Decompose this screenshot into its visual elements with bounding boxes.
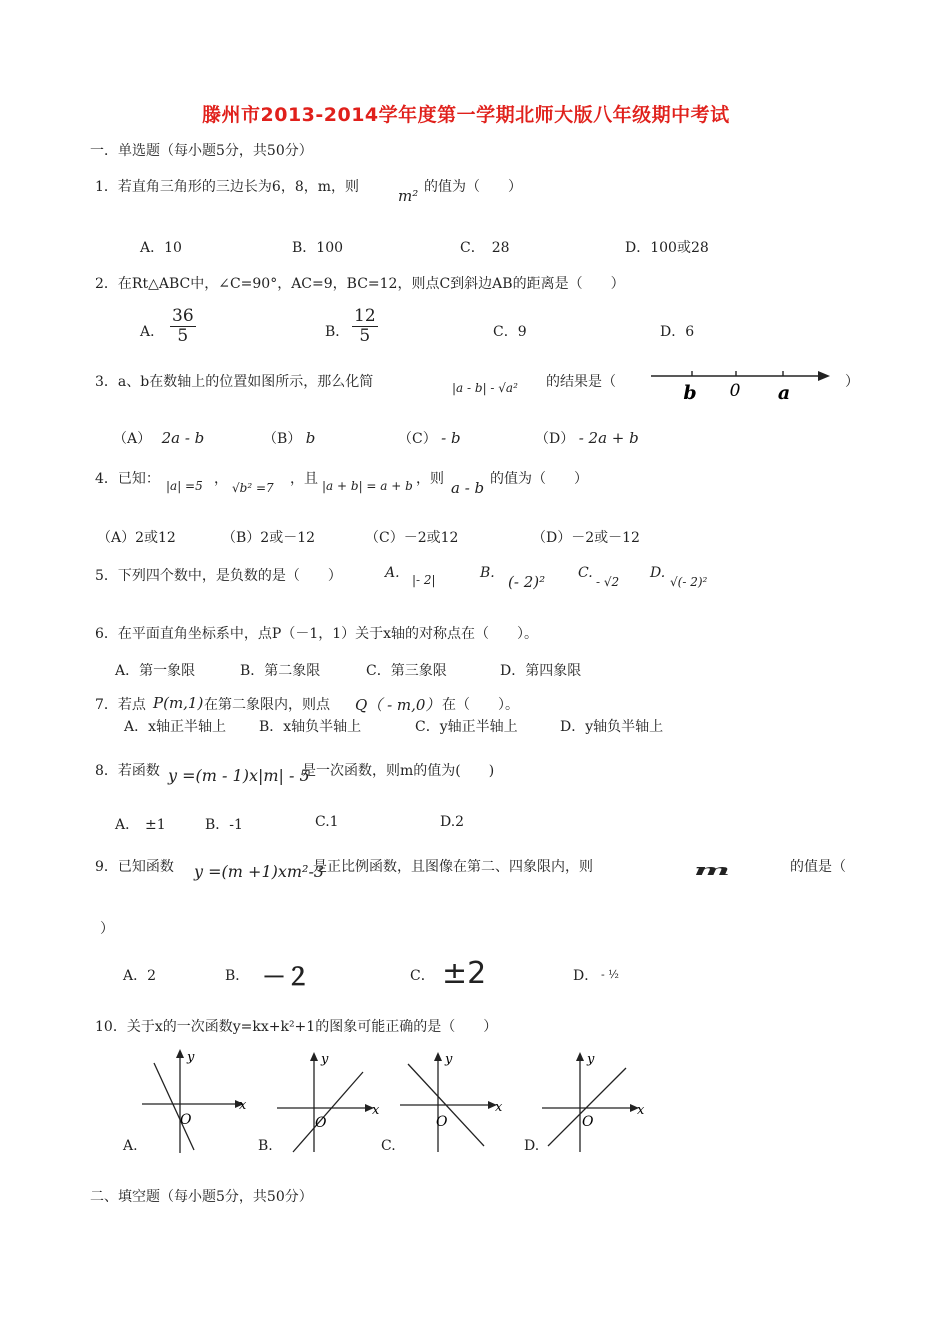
q4-option-a[interactable]: （A）2或12 bbox=[97, 530, 176, 546]
q4-sep-1: ， bbox=[214, 471, 228, 487]
q10-label-a[interactable]: A. bbox=[123, 1138, 138, 1154]
q10-graph-c bbox=[398, 1048, 513, 1153]
q7-stem-c: 在（ ）。 bbox=[442, 697, 519, 713]
q3-option-c[interactable] bbox=[398, 428, 461, 448]
q4-expr-3: |a + b| = a + b bbox=[322, 479, 413, 493]
q9-tail-2: 的值是（ bbox=[790, 859, 846, 875]
q10-graph-a bbox=[140, 1045, 255, 1155]
q8-option-b[interactable]: B．-1 bbox=[205, 817, 243, 833]
q4-sep-2: ，且 bbox=[290, 471, 318, 487]
q9-option-d-label: D． bbox=[573, 968, 599, 984]
q7-expr-2: Q（ - m,0） bbox=[355, 696, 441, 714]
q7-option-b[interactable]: B．x轴负半轴上 bbox=[259, 719, 362, 735]
q9-option-d-expr: - ½ bbox=[601, 968, 619, 981]
q7-option-a[interactable]: A．x轴正半轴上 bbox=[124, 719, 227, 735]
q8-option-d[interactable]: D.2 bbox=[440, 814, 465, 830]
number-line-figure bbox=[648, 362, 833, 404]
q7-option-c[interactable]: C．y轴正半轴上 bbox=[415, 719, 518, 735]
graph-d-y-arrow bbox=[576, 1052, 584, 1061]
q5-option-d-label[interactable]: D. bbox=[650, 565, 666, 581]
graph-d-origin: O bbox=[582, 1114, 594, 1130]
q3-option-b-label: （B） bbox=[263, 431, 302, 447]
q10-label-c[interactable]: C. bbox=[381, 1138, 396, 1154]
q10-graph-b bbox=[275, 1048, 390, 1153]
graph-b-origin: O bbox=[315, 1115, 327, 1131]
q4-expr-2: √b² =7 bbox=[232, 481, 274, 495]
q9-m-symbol: m bbox=[694, 861, 730, 879]
number-line-arrow bbox=[818, 371, 830, 381]
q3-option-d-expr: - 2a + b bbox=[578, 429, 639, 447]
q4-tail: 的值为（ ） bbox=[490, 471, 588, 487]
q5-option-a-label[interactable]: A. bbox=[385, 565, 400, 581]
q5-option-b-label[interactable]: B. bbox=[480, 565, 495, 581]
q3-option-b[interactable] bbox=[263, 428, 315, 448]
graph-a-origin: O bbox=[180, 1112, 192, 1128]
q6-option-b[interactable]: B．第二象限 bbox=[240, 663, 321, 679]
graph-d-y-label: y bbox=[587, 1052, 595, 1067]
q2-a-numerator: 36 bbox=[172, 306, 194, 326]
q9-option-b[interactable] bbox=[225, 965, 249, 985]
q6-option-d[interactable]: D．第四象限 bbox=[500, 663, 582, 679]
q8-option-a-label[interactable]: A． bbox=[115, 817, 140, 833]
q10-stem: 10．关于x的一次函数y=kx+k²+1的图象可能正确的是（ ） bbox=[95, 1019, 498, 1035]
q9-option-c[interactable] bbox=[410, 965, 435, 985]
q9-expr: y =(m +1)xm²-3 bbox=[194, 862, 325, 881]
q4-option-b[interactable]: （B）2或－12 bbox=[222, 530, 316, 546]
q1-expr: m² bbox=[398, 187, 419, 205]
q3-tail: 的结果是（ bbox=[546, 374, 616, 390]
graph-b-line bbox=[293, 1072, 363, 1152]
page-title: 滕州市2013-2014学年度第一学期北师大版八年级期中考试 bbox=[202, 104, 730, 126]
graph-c-origin: O bbox=[436, 1114, 448, 1130]
q9-option-b-label: B． bbox=[225, 968, 250, 984]
section-heading-single-choice: 一．单选题（每小题5分，共50分） bbox=[90, 143, 313, 159]
q2-b-denominator: 5 bbox=[359, 326, 371, 346]
q6-stem: 6．在平面直角坐标系中，点P（－1，1）关于x轴的对称点在（ ）。 bbox=[95, 626, 539, 642]
q4-expr-1: |a| =5 bbox=[166, 479, 203, 493]
q2-option-b-fraction bbox=[352, 307, 378, 346]
graph-c-y-label: y bbox=[445, 1052, 453, 1067]
q1-stem: 1．若直角三角形的三边长为6，8，m，则 bbox=[95, 179, 359, 195]
q9-stem: 9．已知函数 bbox=[95, 859, 174, 875]
q7-stem-b: 在第二象限内，则点 bbox=[204, 697, 330, 713]
q3-option-d-label: （D） bbox=[535, 431, 575, 447]
q5-option-d-expr: √(- 2)² bbox=[670, 575, 708, 589]
q8-tail: 是一次函数，则m的值为( ) bbox=[302, 763, 495, 779]
q2-b-numerator: 12 bbox=[354, 306, 376, 326]
q6-option-c[interactable]: C．第三象限 bbox=[366, 663, 447, 679]
q6-option-a[interactable]: A．第一象限 bbox=[115, 663, 196, 679]
q3-option-a[interactable] bbox=[113, 428, 204, 448]
q3-expr: |a - b| - √a² bbox=[452, 381, 518, 395]
q3-option-b-expr: b bbox=[305, 429, 316, 447]
q9-close: ） bbox=[100, 921, 114, 937]
axis-label-0: 0 bbox=[729, 381, 741, 401]
q9-option-c-label: C． bbox=[410, 968, 435, 984]
q8-option-a-expr: ±1 bbox=[145, 817, 166, 833]
q5-option-c-label[interactable]: C. bbox=[578, 565, 593, 581]
axis-label-a: a bbox=[777, 382, 791, 404]
q3-option-a-expr: 2a - b bbox=[161, 429, 205, 447]
q7-stem-a: 7．若点 bbox=[95, 697, 146, 713]
graph-a-y-arrow bbox=[176, 1049, 184, 1058]
q4-option-c[interactable]: （C）－2或12 bbox=[365, 530, 459, 546]
q5-stem: 5．下列四个数中，是负数的是（ ） bbox=[95, 568, 342, 584]
q9-option-d[interactable] bbox=[573, 965, 598, 985]
graph-d-x-label: x bbox=[637, 1103, 645, 1118]
q1-option-d[interactable]: D．100或28 bbox=[625, 240, 709, 256]
q2-stem: 2．在Rt△ABC中，∠C=90°，AC=9，BC=12，则点C到斜边AB的距离是（ ） bbox=[95, 276, 625, 292]
q3-option-c-label: （C） bbox=[398, 431, 437, 447]
graph-b-y-label: y bbox=[321, 1052, 329, 1067]
q10-graph-d bbox=[540, 1048, 655, 1153]
q5-option-a-expr: |- 2| bbox=[412, 573, 436, 587]
q1-option-b[interactable]: B．100 bbox=[292, 240, 344, 256]
q4-stem: 4．已知： bbox=[95, 471, 160, 487]
q8-expr: y =(m - 1)x|m| - 5 bbox=[168, 766, 310, 785]
q4-sep-3: ，则 bbox=[416, 471, 444, 487]
q5-option-c-expr: - √2 bbox=[596, 575, 620, 589]
q10-label-b[interactable]: B. bbox=[258, 1138, 273, 1154]
q8-stem: 8．若函数 bbox=[95, 763, 160, 779]
q3-option-c-expr: - b bbox=[441, 429, 461, 447]
q4-option-d[interactable]: （D）－2或－12 bbox=[532, 530, 640, 546]
q3-option-a-label: （A） bbox=[113, 431, 152, 447]
section-heading-fill-in: 二、填空题（每小题5分，共50分） bbox=[90, 1189, 313, 1205]
graph-b-y-arrow bbox=[310, 1052, 318, 1061]
q7-option-d[interactable]: D．y轴负半轴上 bbox=[560, 719, 664, 735]
q9-option-b-expr: －２ bbox=[262, 963, 310, 991]
q8-option-c[interactable]: C.1 bbox=[315, 814, 339, 830]
q3-close: ） bbox=[845, 374, 859, 390]
q2-option-a-fraction bbox=[170, 307, 196, 346]
q2-option-b[interactable] bbox=[325, 321, 349, 341]
q5-option-b-expr: (- 2)² bbox=[508, 573, 546, 591]
q4-expr-4: a - b bbox=[451, 479, 485, 497]
graph-a-x-label: x bbox=[239, 1098, 247, 1113]
q3-stem: 3．a、b在数轴上的位置如图所示，那么化简 bbox=[95, 374, 374, 390]
q2-option-b-label: B． bbox=[325, 324, 350, 340]
graph-a-line bbox=[154, 1063, 194, 1150]
graph-c-y-arrow bbox=[434, 1052, 442, 1061]
q1-option-c[interactable]: C． 28 bbox=[460, 240, 510, 256]
q9-option-c-expr: ±2 bbox=[442, 956, 487, 991]
graph-c-x-label: x bbox=[495, 1100, 503, 1115]
q2-option-a-label: A． bbox=[140, 324, 165, 340]
q2-option-d[interactable]: D．6 bbox=[660, 324, 695, 340]
axis-label-b: b bbox=[683, 382, 697, 404]
q2-option-c[interactable]: C．9 bbox=[493, 324, 527, 340]
graph-a-y-label: y bbox=[187, 1050, 195, 1065]
q7-expr-1: P(m,1) bbox=[153, 694, 204, 712]
q9-option-a[interactable]: A．2 bbox=[123, 968, 157, 984]
q9-tail: 是正比例函数，且图像在第二、四象限内，则 bbox=[313, 859, 593, 875]
q3-option-d[interactable] bbox=[535, 428, 639, 448]
q2-option-a[interactable] bbox=[140, 321, 164, 341]
q10-label-d[interactable]: D. bbox=[524, 1138, 540, 1154]
q1-tail: 的值为（ ） bbox=[424, 179, 522, 195]
graph-b-x-label: x bbox=[372, 1103, 380, 1118]
graph-d-line bbox=[548, 1068, 626, 1146]
q2-a-denominator: 5 bbox=[177, 326, 189, 346]
q1-option-a[interactable]: A．10 bbox=[140, 240, 182, 256]
